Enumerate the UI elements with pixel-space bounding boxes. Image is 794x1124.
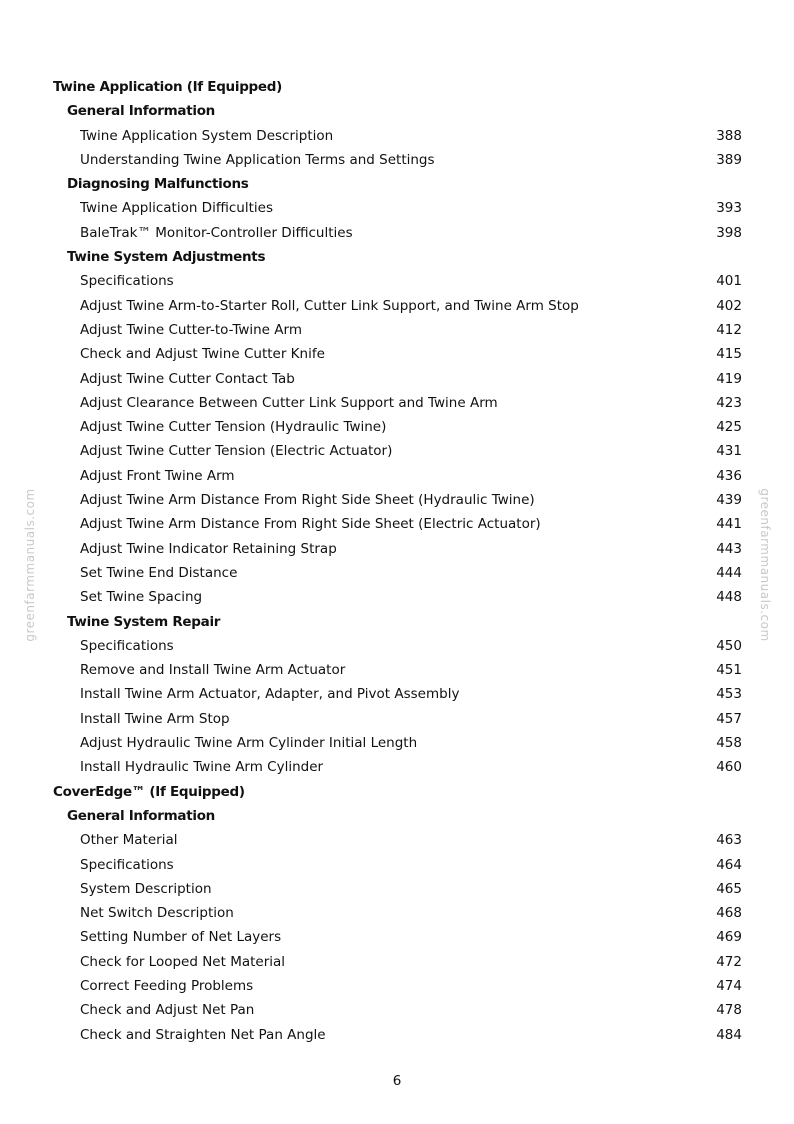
toc-entry[interactable] xyxy=(0,318,794,342)
toc-entry[interactable] xyxy=(0,877,794,901)
toc-entry-title: Understanding Twine Application Terms and Settings xyxy=(80,151,435,168)
page-number: 6 xyxy=(392,1073,402,1089)
toc-entry-page: 472 xyxy=(716,953,742,970)
toc-entry-page: 388 xyxy=(716,127,742,144)
toc-entry-page: 458 xyxy=(716,735,742,752)
toc-entry-title: Diagnosing Malfunctions xyxy=(67,176,249,193)
toc-entry-title: Set Twine End Distance xyxy=(80,564,238,581)
toc-entry-page: 463 xyxy=(716,832,742,849)
toc-entry[interactable] xyxy=(0,998,794,1022)
toc-entry[interactable] xyxy=(0,294,794,318)
toc-entry-title: Specifications xyxy=(80,637,174,654)
toc-entry-title: Setting Number of Net Layers xyxy=(80,929,282,946)
toc-entry-page: 439 xyxy=(716,492,742,509)
toc-entry[interactable] xyxy=(0,634,794,658)
toc-entry-page: 468 xyxy=(716,905,742,922)
toc-entry-title: CoverEdge™ (If Equipped) xyxy=(53,783,245,800)
toc-entry[interactable] xyxy=(0,537,794,561)
toc-section xyxy=(0,245,794,269)
toc-entry-title: Twine Application Difficulties xyxy=(80,200,273,217)
toc-entry-page: 419 xyxy=(716,370,742,387)
toc-entry-page: 441 xyxy=(716,516,742,533)
toc-entry[interactable] xyxy=(0,853,794,877)
toc-entry-title: Remove and Install Twine Arm Actuator xyxy=(80,662,346,679)
toc-entry[interactable] xyxy=(0,196,794,220)
toc-entry-page: 484 xyxy=(716,1026,742,1043)
toc-entry[interactable] xyxy=(0,974,794,998)
toc-entry[interactable] xyxy=(0,148,794,172)
toc-entry[interactable] xyxy=(0,731,794,755)
toc-entry-title: Check and Adjust Net Pan xyxy=(80,1002,255,1019)
toc-chapter xyxy=(0,780,794,804)
toc-entry[interactable] xyxy=(0,561,794,585)
toc-entry-title: Adjust Twine Cutter-to-Twine Arm xyxy=(80,321,302,338)
toc-entry-title: Adjust Hydraulic Twine Arm Cylinder Initial Length xyxy=(80,735,418,752)
toc-entry[interactable] xyxy=(0,828,794,852)
toc-entry-title: Twine Application (If Equipped) xyxy=(53,79,283,95)
toc-entry[interactable] xyxy=(0,512,794,536)
toc-section xyxy=(0,804,794,828)
toc-entry[interactable] xyxy=(0,901,794,925)
toc-entry-title: Adjust Front Twine Arm xyxy=(80,467,235,484)
toc-entry-title: Check and Straighten Net Pan Angle xyxy=(80,1026,326,1043)
toc-entry-page: 469 xyxy=(716,929,742,946)
toc-entry[interactable] xyxy=(0,1023,794,1047)
toc-entry-title: BaleTrak™ Monitor-Controller Difficulties xyxy=(80,224,353,241)
toc-entry-title: Twine System Repair xyxy=(67,613,221,630)
toc-entry-title: Adjust Twine Cutter Tension (Electric Actuator) xyxy=(80,443,393,460)
toc-chapter xyxy=(0,75,794,99)
toc-entry-page: 448 xyxy=(716,589,742,606)
toc-entry-title: Specifications xyxy=(80,273,174,290)
toc-entry-page: 423 xyxy=(716,394,742,411)
toc-entry-title: General Information xyxy=(67,807,215,824)
toc-entry-page: 412 xyxy=(716,321,742,338)
toc-entry-title: Check for Looped Net Material xyxy=(80,953,286,970)
toc-entry[interactable] xyxy=(0,342,794,366)
toc-entry[interactable] xyxy=(0,464,794,488)
toc-section xyxy=(0,610,794,634)
toc-entry-title: Correct Feeding Problems xyxy=(80,977,254,994)
toc-entry[interactable] xyxy=(0,585,794,609)
watermark-right: greenfarmmanuals.com xyxy=(758,488,772,642)
toc-entry-page: 402 xyxy=(716,297,742,314)
toc-entry[interactable] xyxy=(0,439,794,463)
toc-entry[interactable] xyxy=(0,707,794,731)
toc-entry[interactable] xyxy=(0,124,794,148)
toc-entry-title: Set Twine Spacing xyxy=(80,589,203,606)
table-of-contents xyxy=(0,75,794,1047)
toc-entry[interactable] xyxy=(0,658,794,682)
toc-entry-title: Net Switch Description xyxy=(80,905,234,922)
toc-entry-title: Adjust Twine Indicator Retaining Strap xyxy=(80,540,337,557)
toc-entry[interactable] xyxy=(0,488,794,512)
toc-entry-title: Adjust Twine Arm-to-Starter Roll, Cutter Link Support, and Twine Arm Stop xyxy=(80,297,579,314)
toc-entry-page: 398 xyxy=(716,224,742,241)
toc-entry-page: 393 xyxy=(716,200,742,217)
toc-entry-page: 451 xyxy=(716,662,742,679)
toc-section xyxy=(0,172,794,196)
toc-entry-title: Specifications xyxy=(80,856,174,873)
toc-entry-title: General Information xyxy=(67,103,215,120)
toc-entry-page: 443 xyxy=(716,540,742,557)
toc-section xyxy=(0,99,794,123)
toc-entry-page: 460 xyxy=(716,759,742,776)
toc-entry-page: 389 xyxy=(716,151,742,168)
toc-entry-page: 453 xyxy=(716,686,742,703)
toc-entry-title: Adjust Clearance Between Cutter Link Support and Twine Arm xyxy=(80,394,498,411)
toc-entry-title: System Description xyxy=(80,880,212,897)
toc-entry[interactable] xyxy=(0,367,794,391)
toc-entry-page: 436 xyxy=(716,467,742,484)
toc-entry[interactable] xyxy=(0,682,794,706)
toc-entry-page: 425 xyxy=(716,419,742,436)
toc-entry[interactable] xyxy=(0,221,794,245)
toc-entry-title: Install Twine Arm Actuator, Adapter, and Pivot Assembly xyxy=(80,686,460,703)
toc-entry-title: Adjust Twine Arm Distance From Right Side Sheet (Hydraulic Twine) xyxy=(80,492,535,509)
toc-entry-page: 401 xyxy=(716,273,742,290)
toc-entry-page: 457 xyxy=(716,710,742,727)
toc-entry-title: Install Hydraulic Twine Arm Cylinder xyxy=(80,759,324,776)
toc-entry-title: Twine Application System Description xyxy=(80,127,334,144)
toc-entry-page: 415 xyxy=(716,346,742,363)
toc-entry-title: Check and Adjust Twine Cutter Knife xyxy=(80,346,325,363)
toc-entry-page: 450 xyxy=(716,637,742,654)
toc-entry-title: Adjust Twine Arm Distance From Right Side Sheet (Electric Actuator) xyxy=(80,516,541,533)
toc-entry-page: 431 xyxy=(716,443,742,460)
toc-entry[interactable] xyxy=(0,415,794,439)
toc-entry[interactable] xyxy=(0,950,794,974)
toc-entry-title: Adjust Twine Cutter Contact Tab xyxy=(80,370,295,387)
toc-entry-title: Twine System Adjustments xyxy=(67,249,266,266)
toc-entry-page: 464 xyxy=(716,856,742,873)
toc-entry-title: Other Material xyxy=(80,832,178,849)
toc-entry[interactable] xyxy=(0,391,794,415)
toc-entry-page: 474 xyxy=(716,977,742,994)
toc-entry[interactable] xyxy=(0,755,794,779)
toc-entry-title: Adjust Twine Cutter Tension (Hydraulic Twine) xyxy=(80,419,387,436)
toc-entry-page: 465 xyxy=(716,880,742,897)
toc-entry[interactable] xyxy=(0,269,794,293)
watermark-left: greenfarmmanuals.com xyxy=(23,488,37,642)
toc-entry-page: 478 xyxy=(716,1002,742,1019)
toc-entry-title: Install Twine Arm Stop xyxy=(80,710,230,727)
toc-entry[interactable] xyxy=(0,925,794,949)
toc-entry-page: 444 xyxy=(716,564,742,581)
